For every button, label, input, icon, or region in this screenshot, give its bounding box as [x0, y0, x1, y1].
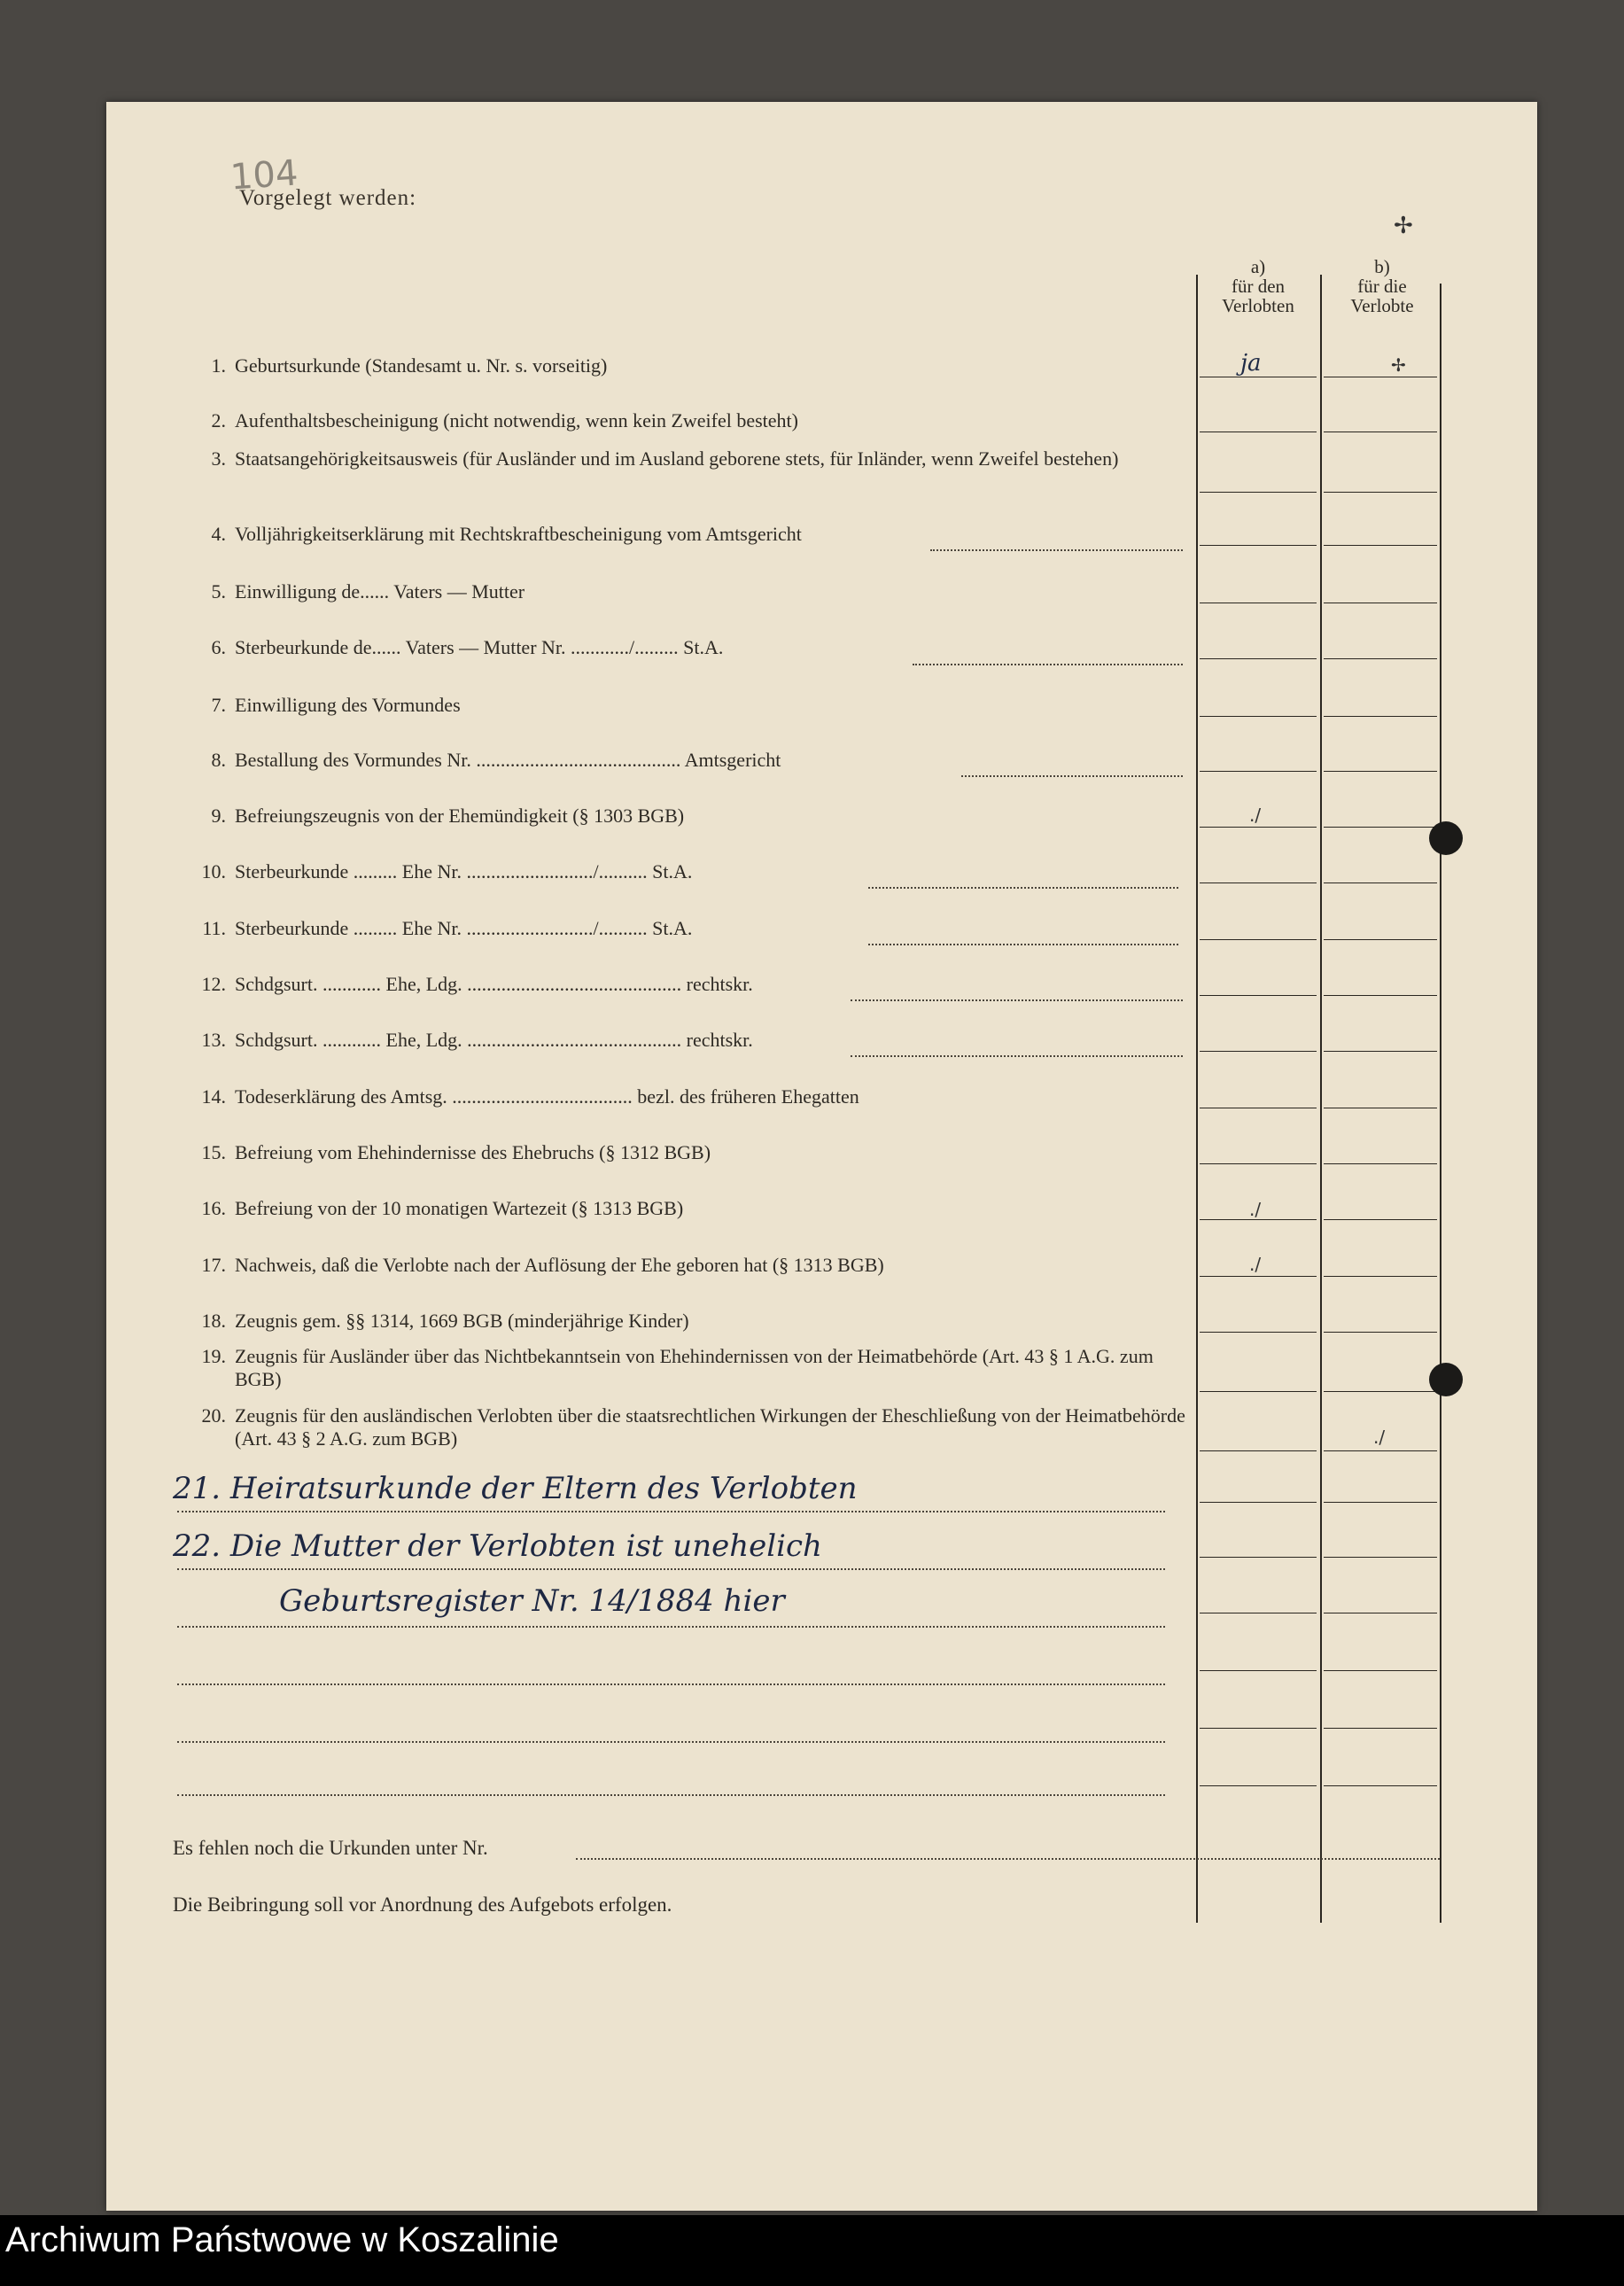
cell-line — [1324, 1557, 1437, 1558]
check-mark: ./ — [1249, 1254, 1262, 1275]
blank-entry-line — [177, 1683, 1165, 1685]
corner-mark: ✢ — [1394, 213, 1413, 239]
missing-documents-line: Es fehlen noch die Urkunden unter Nr. — [173, 1837, 488, 1859]
cell-line — [1200, 492, 1317, 493]
dotted-leader — [913, 664, 1183, 665]
item-text: Sterbeurkunde ......... Ehe Nr. ........................../.......... St.A. — [235, 860, 693, 883]
cross-mark: ✢ — [1391, 354, 1406, 376]
column-divider — [1320, 275, 1322, 1923]
item-text: Staatsangehörigkeitsausweis (für Ausländer und im Ausland geborene stets, für Inländer, wenn Zweifel bestehen) — [235, 447, 1119, 470]
item-text: Sterbeurkunde ......... Ehe Nr. ........................../.......... St.A. — [235, 917, 693, 939]
item-number: 7. — [211, 694, 226, 716]
column-a-line1: für den — [1231, 276, 1286, 297]
item-text: Aufenthaltsbescheinigung (nicht notwendig, wenn kein Zweifel besteht) — [235, 409, 798, 432]
cell-line — [1200, 939, 1317, 940]
cell-line — [1324, 995, 1437, 996]
pencil-page-number: 104 — [229, 152, 299, 198]
cell-line — [1324, 1219, 1437, 1220]
cell-line — [1324, 1332, 1437, 1333]
item-number: 3. — [211, 447, 226, 470]
blank-entry-line — [177, 1568, 1165, 1570]
item-number: 9. — [211, 805, 226, 827]
check-mark: ./ — [1373, 1427, 1386, 1448]
cell-line — [1200, 995, 1317, 996]
item-text: Nachweis, daß die Verlobte nach der Auflösung der Ehe geboren hat (§ 1313 BGB) — [235, 1254, 884, 1276]
punch-hole — [1429, 1363, 1463, 1396]
punch-hole — [1429, 821, 1463, 855]
item-text: Bestallung des Vormundes Nr. .......................................... Amtsgericht — [235, 749, 781, 771]
item-text: Einwilligung des Vormundes — [235, 694, 461, 716]
dotted-leader — [576, 1858, 1440, 1860]
cell-line — [1200, 716, 1317, 717]
dotted-leader — [851, 999, 1183, 1001]
cell-line — [1324, 1728, 1437, 1729]
blank-entry-line — [177, 1794, 1165, 1796]
item-number: 17. — [201, 1254, 226, 1276]
column-divider — [1440, 284, 1441, 1923]
cell-line — [1200, 1450, 1317, 1451]
dotted-leader — [868, 944, 1178, 945]
handwritten-entry-22: 22. Die Mutter der Verlobten ist unehelich — [173, 1528, 822, 1564]
cell-line — [1324, 1670, 1437, 1671]
document-sheet — [106, 102, 1537, 2211]
item-text: Schdgsurt. ............ Ehe, Ldg. ............................................ rechtskr. — [235, 1029, 753, 1051]
dotted-leader — [930, 549, 1183, 551]
item-number: 14. — [201, 1085, 226, 1108]
item-text: Schdgsurt. ............ Ehe, Ldg. ............................................ rechtskr. — [235, 973, 753, 995]
item-number: 8. — [211, 749, 226, 771]
column-header-a — [1196, 257, 1320, 315]
check-mark: ./ — [1249, 805, 1262, 826]
item-text: Todeserklärung des Amtsg. ..................................... bezl. des früheren Ehegatten — [235, 1085, 859, 1108]
item-text: Zeugnis gem. §§ 1314, 1669 BGB (minderjährige Kinder) — [235, 1310, 689, 1332]
blank-entry-line — [177, 1511, 1165, 1512]
cell-line — [1200, 1670, 1317, 1671]
item-text: Geburtsurkunde (Standesamt u. Nr. s. vorseitig) — [235, 354, 608, 377]
cell-line — [1324, 827, 1437, 828]
cell-line — [1324, 1785, 1437, 1786]
item-number: 16. — [201, 1197, 226, 1219]
cell-line — [1200, 1785, 1317, 1786]
cell-line — [1200, 1557, 1317, 1558]
cell-line — [1324, 771, 1437, 772]
column-a-line2: Verlobten — [1222, 295, 1294, 316]
cell-line — [1324, 658, 1437, 659]
item-number: 19. — [201, 1345, 226, 1367]
cell-line — [1324, 545, 1437, 546]
item-text: Zeugnis für Ausländer über das Nichtbekanntsein von Ehehindernissen von der Heimatbehörde (Art. 43 § 1 A.G. zum BGB) — [235, 1345, 1154, 1390]
cell-line — [1200, 1391, 1317, 1392]
dotted-leader — [851, 1055, 1183, 1057]
archive-caption: Archiwum Państwowe w Koszalinie — [5, 2220, 559, 2259]
cell-line — [1324, 1391, 1437, 1392]
cell-line — [1200, 545, 1317, 546]
item-text: Volljährigkeitserklärung mit Rechtskraftbescheinigung vom Amtsgericht — [235, 523, 802, 545]
handwritten-entry-22-cont: Geburtsregister Nr. 14/1884 hier — [279, 1583, 785, 1619]
item-text: Befreiung vom Ehehindernisse des Ehebruchs (§ 1312 BGB) — [235, 1141, 711, 1163]
cell-line — [1324, 939, 1437, 940]
item-text: Zeugnis für den ausländischen Verlobten über die staatsrechtlichen Wirkungen der Eheschließung von der Heimatbehörde (Art. 43 § 2 A.G. zum BGB) — [235, 1404, 1185, 1450]
cell-line — [1324, 1051, 1437, 1052]
cell-line — [1200, 771, 1317, 772]
cell-line — [1324, 1450, 1437, 1451]
item-text: Befreiungszeugnis von der Ehemündigkeit (§ 1303 BGB) — [235, 805, 685, 827]
item-number: 18. — [201, 1310, 226, 1332]
item-number: 6. — [211, 636, 226, 658]
item-text: Befreiung von der 10 monatigen Wartezeit (§ 1313 BGB) — [235, 1197, 684, 1219]
cell-line — [1200, 1332, 1317, 1333]
cell-line — [1324, 1502, 1437, 1503]
item-number: 20. — [201, 1404, 226, 1427]
column-b-line2: Verlobte — [1350, 295, 1414, 316]
cell-line — [1200, 1728, 1317, 1729]
cell-line — [1324, 1163, 1437, 1164]
item-number: 1. — [211, 354, 226, 377]
blank-entry-line — [177, 1741, 1165, 1743]
cell-line — [1200, 1502, 1317, 1503]
item-number: 5. — [211, 580, 226, 603]
submission-note: Die Beibringung soll vor Anordnung des Aufgebots erfolgen. — [173, 1893, 672, 1916]
cell-line — [1200, 827, 1317, 828]
cell-line — [1324, 716, 1437, 717]
item-number: 15. — [201, 1141, 226, 1163]
column-header-b — [1320, 257, 1444, 315]
item-text: Einwilligung de...... Vaters — Mutter — [235, 580, 525, 603]
cell-line — [1200, 1163, 1317, 1164]
item-number: 11. — [202, 917, 226, 939]
cell-line — [1324, 492, 1437, 493]
dotted-leader — [961, 775, 1183, 777]
dotted-leader — [868, 887, 1178, 889]
cell-line — [1324, 1276, 1437, 1277]
cell-line — [1200, 658, 1317, 659]
form-header: Vorgelegt werden: — [239, 186, 417, 210]
item-number: 2. — [211, 409, 226, 432]
column-b-line1: für die — [1357, 276, 1407, 297]
cell-line — [1200, 1276, 1317, 1277]
check-mark: ./ — [1249, 1199, 1262, 1220]
item-text: Sterbeurkunde de...... Vaters — Mutter Nr. ............/......... St.A. — [235, 636, 724, 658]
column-a-letter: a) — [1250, 256, 1266, 277]
handwritten-ja-mark: ja — [1240, 350, 1262, 377]
handwritten-entry-21: 21. Heiratsurkunde der Eltern des Verlobten — [173, 1471, 858, 1506]
item-number: 12. — [201, 973, 226, 995]
blank-entry-line — [177, 1626, 1165, 1628]
item-number: 10. — [201, 860, 226, 883]
cell-line — [1200, 1051, 1317, 1052]
item-number: 13. — [201, 1029, 226, 1051]
column-b-letter: b) — [1374, 256, 1390, 277]
column-divider — [1196, 275, 1198, 1923]
item-number: 4. — [211, 523, 226, 545]
